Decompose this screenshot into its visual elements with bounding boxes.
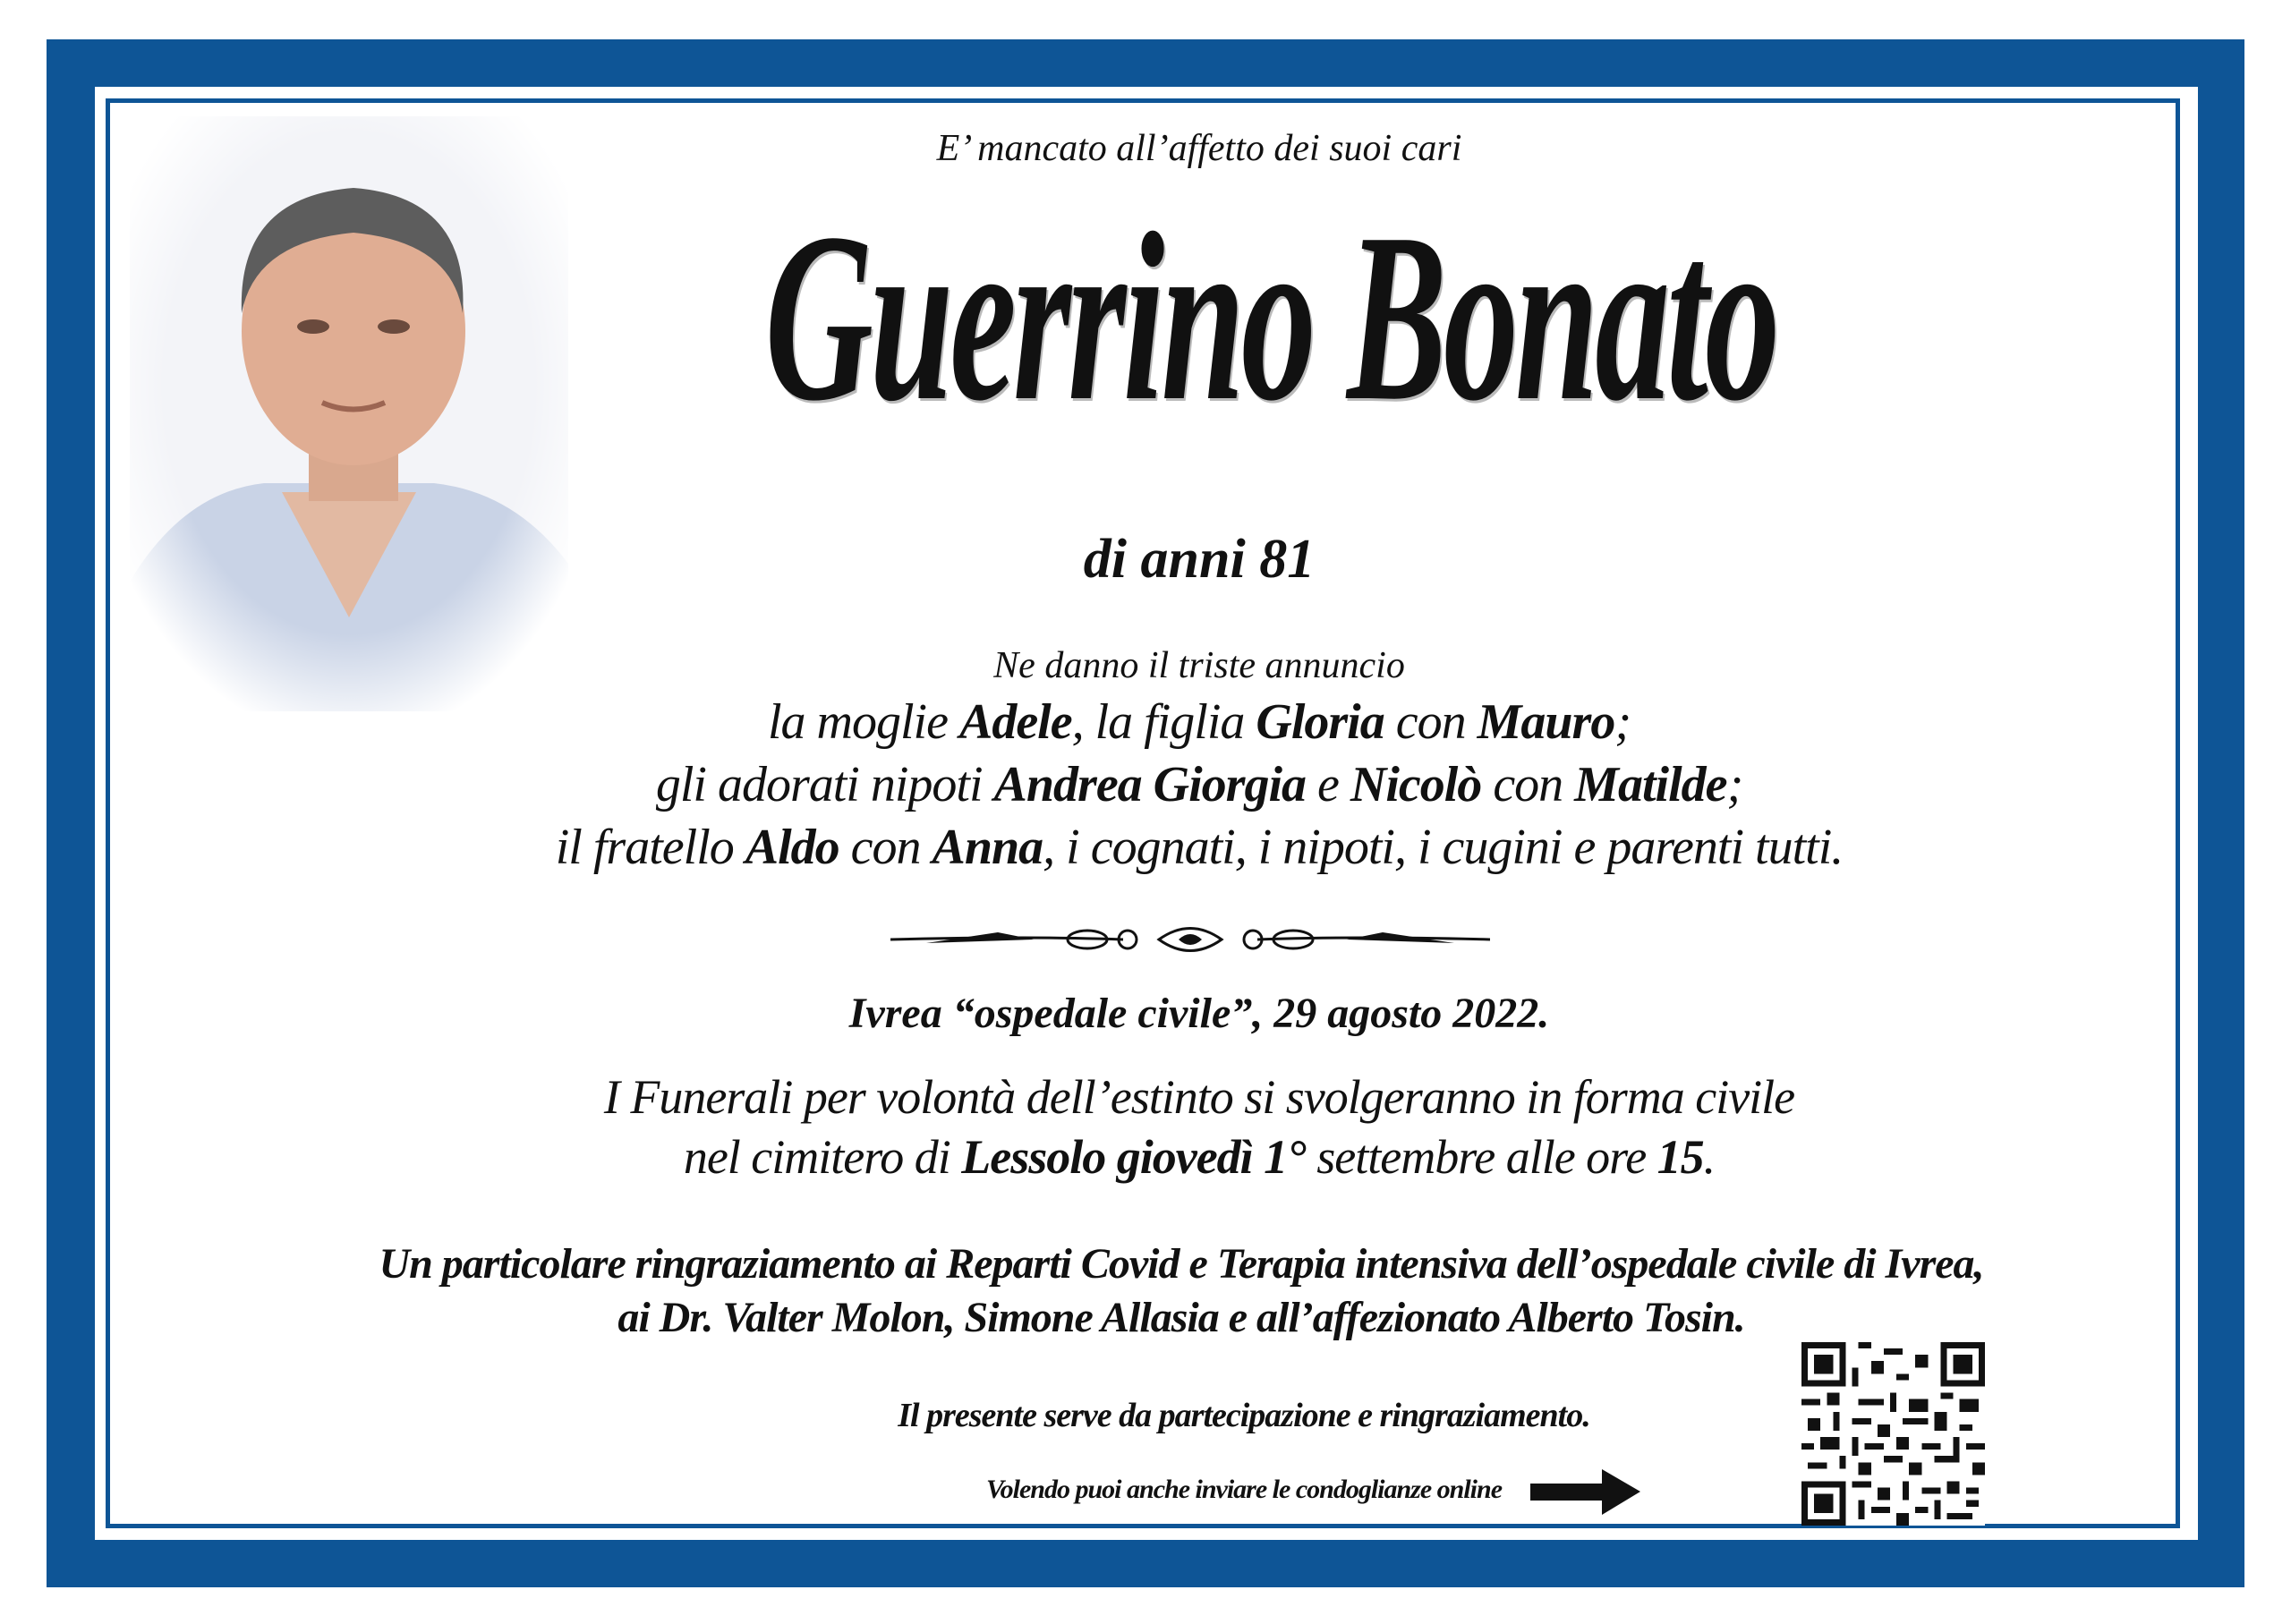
flourish-divider-icon — [890, 913, 1490, 966]
age-line: di anni 81 — [1083, 529, 1316, 590]
participation-note: Il presente serve da partecipazione e ringraziamento. — [898, 1397, 1590, 1434]
deceased-name: Guerrino Bonato — [764, 183, 1777, 451]
place-date-line: Ivrea “ospedale civile”, 29 agosto 2022. — [848, 990, 1550, 1037]
qr-code-icon[interactable] — [1797, 1342, 1989, 1526]
thanks-line-1: Un particolare ringraziamento ai Reparti Covid e Terapia intensiva dell’ospedale civile di Ivrea, — [379, 1240, 1984, 1288]
family-line-3: il fratello Aldo con Anna, i cognati, i nipoti, i cugini e parenti tutti. — [555, 820, 1844, 875]
opening-line: E’ mancato all’affetto dei suoi cari — [936, 128, 1462, 169]
family-line-2: gli adorati nipoti Andrea Giorgia e Nicolò con Matilde; — [655, 757, 1743, 812]
portrait-photo — [130, 116, 568, 711]
funeral-line-2: nel cimitero di Lessolo giovedì 1° settembre alle ore 15. — [683, 1130, 1716, 1184]
announcement-line: Ne danno il triste annuncio — [993, 645, 1405, 686]
online-condolences-text: Volendo puoi anche inviare le condoglianze online — [985, 1475, 1503, 1504]
family-line-1: la moglie Adele, la figlia Gloria con Mauro; — [767, 694, 1631, 750]
funeral-line-1: I Funerali per volontà dell’estinto si svolgeranno in forma civile — [603, 1070, 1795, 1124]
right-arrow-icon — [1530, 1467, 1642, 1517]
thanks-line-2: ai Dr. Valter Molon, Simone Allasia e all’affezionato Alberto Tosin. — [617, 1294, 1745, 1341]
